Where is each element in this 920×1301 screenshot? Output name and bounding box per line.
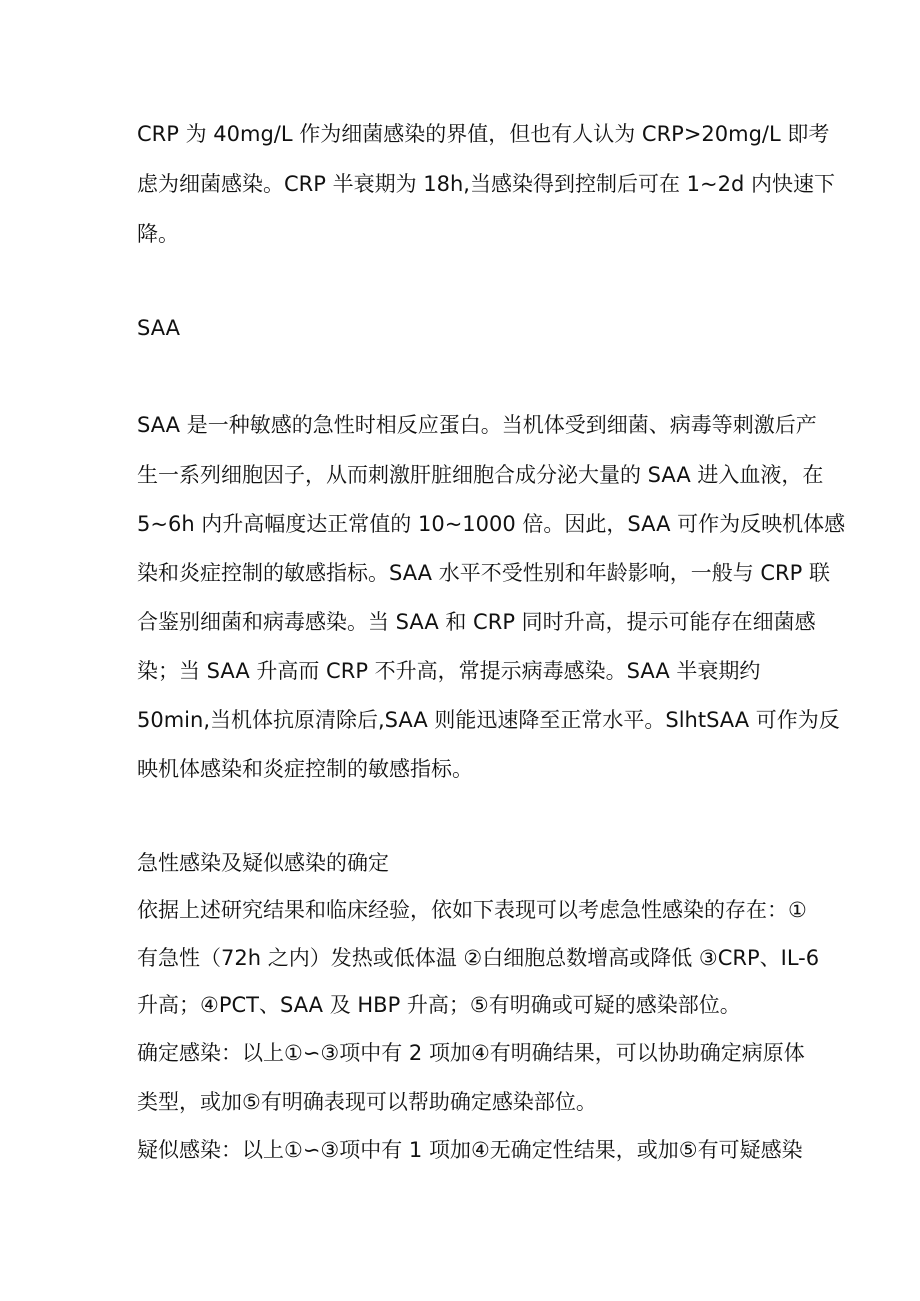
section-heading-saa: SAA [137, 316, 181, 340]
text-line: 映机体感染和炎症控制的敏感指标。 [137, 757, 473, 781]
text-line: 确定感染：以上①∽③项中有 2 项加④有明确结果，可以协助确定病原体 [137, 1041, 805, 1065]
text-line: 类型，或加⑤有明确表现可以帮助确定感染部位。 [137, 1090, 597, 1114]
text-line: 有急性（72h 之内）发热或低体温 ②白细胞总数增高或降低 ③CRP、IL-6 [137, 946, 820, 970]
text-line: 疑似感染：以上①∽③项中有 1 项加④无确定性结果，或加⑤有可疑感染 [137, 1138, 803, 1162]
text-line: 合鉴别细菌和病毒感染。当 SAA 和 CRP 同时升高，提示可能存在细菌感 [137, 610, 816, 634]
text-line: 5~6h 内升高幅度达正常值的 10~1000 倍。因此，SAA 可作为反映机体感 [137, 512, 846, 536]
text-line: CRP 为 40mg/L 作为细菌感染的界值，但也有人认为 CRP>20mg/L 即考 [137, 122, 830, 146]
text-line: 生一系列细胞因子，从而刺激肝脏细胞合成分泌大量的 SAA 进入血液，在 [137, 463, 824, 487]
text-line: 染和炎症控制的敏感指标。SAA 水平不受性别和年龄影响，一般与 CRP 联 [137, 561, 830, 585]
text-line: 降。 [137, 222, 179, 246]
text-line: SAA 是一种敏感的急性时相反应蛋白。当机体受到细菌、病毒等刺激后产 [137, 413, 817, 437]
text-line: 升高；④PCT、SAA 及 HBP 升高；⑤有明确或可疑的感染部位。 [137, 993, 741, 1017]
text-line: 50min,当机体抗原清除后,SAA 则能迅速降至正常水平。SlhtSAA 可作为反 [137, 708, 840, 732]
text-line: 虑为细菌感染。CRP 半衰期为 18h,当感染得到控制后可在 1~2d 内快速下 [137, 172, 835, 196]
text-line: 依据上述研究结果和临床经验，依如下表现可以考虑急性感染的存在：① [137, 898, 807, 922]
section-heading-acute-infection: 急性感染及疑似感染的确定 [137, 851, 389, 875]
text-line: 染；当 SAA 升高而 CRP 不升高，常提示病毒感染。SAA 半衰期约 [137, 659, 761, 683]
